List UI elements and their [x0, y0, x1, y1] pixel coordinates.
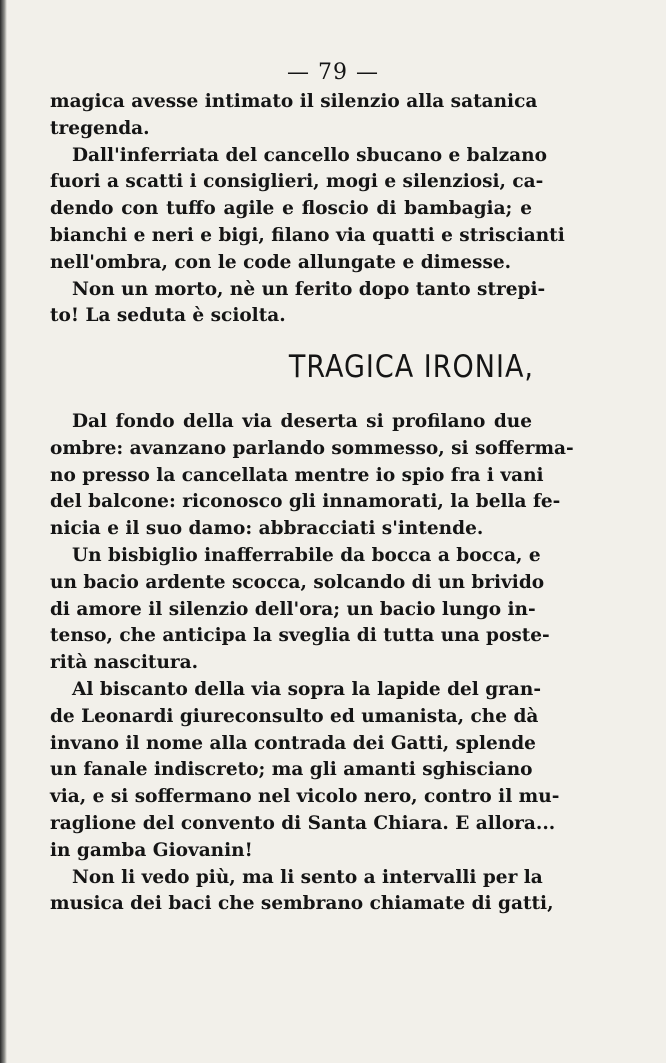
section-title: TRAGICA IRONIA,: [288, 349, 534, 385]
text-line: Al biscanto della via sopra la lapide del gran-: [72, 678, 542, 700]
text-line: del balcone: riconosco gli innamorati, la bella fe-: [50, 491, 561, 513]
text-line: un bacio ardente scocca, solcando di un brivido: [50, 571, 545, 593]
text-line: Non li vedo più, ma li sento a intervalli per la: [72, 866, 543, 888]
text-line: tenso, che anticipa la sveglia di tutta una poste-: [50, 625, 550, 647]
text-line: fuori a scatti i consiglieri, mogi e silenziosi, ca-: [50, 171, 544, 193]
text-line: raglione del convento di Santa Chiara. E allora...: [50, 812, 556, 834]
text-block-upper: [50, 89, 565, 330]
text-line: nell'ombra, con le code allungate e dimesse.: [50, 251, 512, 273]
page-number: — 79 —: [287, 60, 379, 85]
text-line: rità nascitura.: [50, 652, 199, 674]
text-block-lower: [50, 409, 574, 918]
text-line: Un bisbiglio inafferrabile da bocca a bocca, e: [72, 544, 541, 566]
text-line: via, e si soffermano nel vicolo nero, contro il mu-: [50, 786, 560, 808]
text-line: Non un morto, nè un ferito dopo tanto strepi-: [72, 278, 546, 300]
text-line: in gamba Giovanin!: [50, 839, 253, 861]
text-line: ombre: avanzano parlando sommesso, si sofferma-: [50, 437, 574, 459]
text-line: invano il nome alla contrada dei Gatti, splende: [50, 732, 536, 754]
text-line: de Leonardi giureconsulto ed umanista, che dà: [50, 705, 539, 727]
text-line: to! La seduta è sciolta.: [50, 305, 286, 327]
text-line: magica avesse intimato il silenzio alla satanica: [50, 91, 538, 112]
text-line: tregenda.: [50, 117, 150, 139]
text-line: musica dei baci che sembrano chiamate di gatti,: [50, 893, 554, 915]
text-line: di amore il silenzio dell'ora; un bacio lungo in-: [50, 598, 536, 620]
text-line: nicia e il suo damo: abbracciati s'intende.: [50, 518, 484, 540]
text-line: un fanale indiscreto; ma gli amanti sghisciano: [50, 759, 533, 781]
text-line: bianchi e neri e bigi, filano via quatti e striscianti: [50, 224, 565, 246]
text-line: Dall'inferriata del cancello sbucano e balzano: [72, 144, 547, 166]
text-line: dendo con tuffo agile e floscio di bambagia; e: [50, 198, 532, 220]
text-line: no presso la cancellata mentre io spio fra i vani: [50, 464, 544, 486]
text-line: Dal fondo della via deserta si profilano due: [72, 411, 532, 432]
